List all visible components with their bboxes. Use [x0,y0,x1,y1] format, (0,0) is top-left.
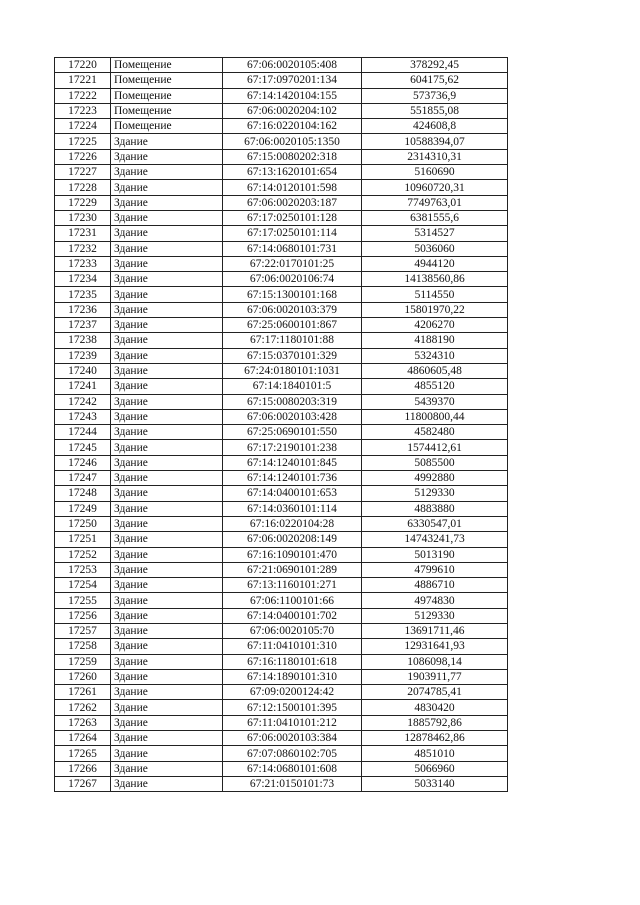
row-number-cell: 17223 [55,103,111,118]
table-row [55,88,508,103]
table-row [55,379,508,394]
object-type-cell: Здание [111,669,223,684]
table-row [55,669,508,684]
row-number-cell: 17263 [55,715,111,730]
row-number-cell: 17248 [55,486,111,501]
table-row [55,149,508,164]
cadastral-value-cell: 14743241,73 [362,532,508,547]
cadastral-value-cell: 378292,45 [362,58,508,73]
row-number-cell: 17229 [55,195,111,210]
cadastral-number-cell: 67:15:0370101:329 [223,348,362,363]
row-number-cell: 17264 [55,731,111,746]
row-number-cell: 17255 [55,593,111,608]
object-type-cell: Здание [111,409,223,424]
table-row [55,532,508,547]
table-row [55,639,508,654]
cadastral-value-cell: 551855,08 [362,103,508,118]
cadastral-value-cell: 12878462,86 [362,731,508,746]
object-type-cell: Здание [111,195,223,210]
object-type-cell: Здание [111,685,223,700]
row-number-cell: 17243 [55,409,111,424]
cadastral-value-cell: 4855120 [362,379,508,394]
table-row [55,210,508,225]
cadastral-value-cell: 1903911,77 [362,669,508,684]
object-type-cell: Помещение [111,73,223,88]
row-number-cell: 17238 [55,333,111,348]
table-row [55,731,508,746]
cadastral-number-cell: 67:06:0020204:102 [223,103,362,118]
object-type-cell: Здание [111,180,223,195]
table-row [55,440,508,455]
table-row [55,318,508,333]
cadastral-value-cell: 4860605,48 [362,363,508,378]
table-row [55,486,508,501]
row-number-cell: 17237 [55,318,111,333]
cadastral-number-cell: 67:13:1620101:654 [223,165,362,180]
table-row [55,195,508,210]
cadastral-number-cell: 67:14:0400101:653 [223,486,362,501]
cadastral-value-cell: 5129330 [362,608,508,623]
row-number-cell: 17241 [55,379,111,394]
row-number-cell: 17235 [55,287,111,302]
cadastral-value-cell: 4974830 [362,593,508,608]
object-type-cell: Здание [111,394,223,409]
cadastral-value-cell: 5160690 [362,165,508,180]
object-type-cell: Здание [111,302,223,317]
object-type-cell: Здание [111,440,223,455]
cadastral-number-cell: 67:12:1500101:395 [223,700,362,715]
row-number-cell: 17221 [55,73,111,88]
cadastral-number-cell: 67:06:0020103:379 [223,302,362,317]
object-type-cell: Здание [111,746,223,761]
cadastral-value-cell: 4883880 [362,501,508,516]
table-row [55,547,508,562]
table-row [55,455,508,470]
object-type-cell: Здание [111,226,223,241]
table-row [55,623,508,638]
row-number-cell: 17239 [55,348,111,363]
row-number-cell: 17242 [55,394,111,409]
cadastral-value-cell: 4206270 [362,318,508,333]
row-number-cell: 17227 [55,165,111,180]
table-row [55,394,508,409]
cadastral-number-cell: 67:06:0020105:408 [223,58,362,73]
object-type-cell: Здание [111,776,223,791]
row-number-cell: 17252 [55,547,111,562]
object-type-cell: Здание [111,333,223,348]
row-number-cell: 17256 [55,608,111,623]
cadastral-value-cell: 5013190 [362,547,508,562]
object-type-cell: Здание [111,639,223,654]
cadastral-number-cell: 67:17:0250101:128 [223,210,362,225]
row-number-cell: 17244 [55,425,111,440]
cadastral-number-cell: 67:17:0970201:134 [223,73,362,88]
row-number-cell: 17262 [55,700,111,715]
cadastral-number-cell: 67:25:0690101:550 [223,425,362,440]
row-number-cell: 17228 [55,180,111,195]
row-number-cell: 17265 [55,746,111,761]
cadastral-value-cell: 2074785,41 [362,685,508,700]
cadastral-value-cell: 4188190 [362,333,508,348]
row-number-cell: 17234 [55,272,111,287]
cadastral-value-cell: 5129330 [362,486,508,501]
table-row [55,761,508,776]
cadastral-value-cell: 6381555,6 [362,210,508,225]
row-number-cell: 17259 [55,654,111,669]
row-number-cell: 17249 [55,501,111,516]
object-type-cell: Здание [111,425,223,440]
cadastral-value-cell: 15801970,22 [362,302,508,317]
cadastral-number-cell: 67:11:0410101:310 [223,639,362,654]
table-row [55,256,508,271]
cadastral-number-cell: 67:21:0150101:73 [223,776,362,791]
row-number-cell: 17232 [55,241,111,256]
cadastral-number-cell: 67:11:0410101:212 [223,715,362,730]
cadastral-number-cell: 67:14:1890101:310 [223,669,362,684]
row-number-cell: 17266 [55,761,111,776]
cadastral-value-cell: 2314310,31 [362,149,508,164]
row-number-cell: 17253 [55,562,111,577]
cadastral-number-cell: 67:14:0400101:702 [223,608,362,623]
cadastral-number-cell: 67:09:0200124:42 [223,685,362,700]
table-row [55,608,508,623]
cadastral-value-cell: 4799610 [362,562,508,577]
object-type-cell: Здание [111,654,223,669]
object-type-cell: Здание [111,210,223,225]
table-row [55,287,508,302]
table-row [55,58,508,73]
cadastral-value-cell: 4992880 [362,471,508,486]
row-number-cell: 17236 [55,302,111,317]
row-number-cell: 17267 [55,776,111,791]
cadastral-number-cell: 67:17:2190101:238 [223,440,362,455]
cadastral-value-cell: 6330547,01 [362,516,508,531]
table-row [55,180,508,195]
table-row [55,516,508,531]
cadastral-number-cell: 67:14:0120101:598 [223,180,362,195]
object-type-cell: Здание [111,486,223,501]
object-type-cell: Здание [111,272,223,287]
cadastral-number-cell: 67:16:0220104:162 [223,119,362,134]
cadastral-number-cell: 67:15:1300101:168 [223,287,362,302]
cadastral-value-cell: 424608,8 [362,119,508,134]
object-type-cell: Здание [111,501,223,516]
cadastral-number-cell: 67:14:1240101:736 [223,471,362,486]
cadastral-value-cell: 4582480 [362,425,508,440]
cadastral-value-cell: 5033140 [362,776,508,791]
table-row [55,501,508,516]
cadastral-value-cell: 11800800,44 [362,409,508,424]
object-type-cell: Здание [111,348,223,363]
cadastral-value-cell: 4944120 [362,256,508,271]
row-number-cell: 17220 [55,58,111,73]
row-number-cell: 17258 [55,639,111,654]
object-type-cell: Здание [111,623,223,638]
object-type-cell: Здание [111,363,223,378]
table-row [55,409,508,424]
object-type-cell: Здание [111,149,223,164]
row-number-cell: 17250 [55,516,111,531]
table-row [55,302,508,317]
table-row [55,103,508,118]
row-number-cell: 17240 [55,363,111,378]
cadastral-value-cell: 5085500 [362,455,508,470]
cadastral-number-cell: 67:17:0250101:114 [223,226,362,241]
cadastral-number-cell: 67:15:0080203:319 [223,394,362,409]
cadastral-number-cell: 67:21:0690101:289 [223,562,362,577]
property-registry-table [54,57,508,792]
cadastral-value-cell: 10588394,07 [362,134,508,149]
table-row [55,348,508,363]
row-number-cell: 17233 [55,256,111,271]
object-type-cell: Здание [111,256,223,271]
row-number-cell: 17245 [55,440,111,455]
cadastral-number-cell: 67:14:1420104:155 [223,88,362,103]
object-type-cell: Здание [111,715,223,730]
object-type-cell: Здание [111,547,223,562]
cadastral-number-cell: 67:07:0860102:705 [223,746,362,761]
row-number-cell: 17226 [55,149,111,164]
row-number-cell: 17246 [55,455,111,470]
cadastral-number-cell: 67:14:0360101:114 [223,501,362,516]
cadastral-number-cell: 67:06:0020208:149 [223,532,362,547]
object-type-cell: Здание [111,241,223,256]
table-row [55,685,508,700]
row-number-cell: 17254 [55,578,111,593]
cadastral-number-cell: 67:06:1100101:66 [223,593,362,608]
cadastral-value-cell: 13691711,46 [362,623,508,638]
cadastral-number-cell: 67:06:0020106:74 [223,272,362,287]
table-row [55,562,508,577]
cadastral-value-cell: 5439370 [362,394,508,409]
cadastral-number-cell: 67:13:1160101:271 [223,578,362,593]
table-row [55,363,508,378]
cadastral-number-cell: 67:14:0680101:608 [223,761,362,776]
object-type-cell: Здание [111,593,223,608]
cadastral-value-cell: 604175,62 [362,73,508,88]
row-number-cell: 17225 [55,134,111,149]
table-row [55,471,508,486]
cadastral-number-cell: 67:06:0020103:428 [223,409,362,424]
row-number-cell: 17261 [55,685,111,700]
object-type-cell: Здание [111,516,223,531]
cadastral-value-cell: 1574412,61 [362,440,508,455]
object-type-cell: Здание [111,287,223,302]
table-row [55,241,508,256]
cadastral-number-cell: 67:06:0020105:1350 [223,134,362,149]
object-type-cell: Здание [111,700,223,715]
table-row [55,425,508,440]
object-type-cell: Здание [111,562,223,577]
table-row [55,119,508,134]
cadastral-number-cell: 67:22:0170101:25 [223,256,362,271]
object-type-cell: Помещение [111,88,223,103]
table-row [55,578,508,593]
object-type-cell: Помещение [111,58,223,73]
table-row [55,134,508,149]
row-number-cell: 17230 [55,210,111,225]
cadastral-value-cell: 4830420 [362,700,508,715]
cadastral-value-cell: 4886710 [362,578,508,593]
object-type-cell: Здание [111,379,223,394]
cadastral-value-cell: 1885792,86 [362,715,508,730]
object-type-cell: Здание [111,455,223,470]
row-number-cell: 17260 [55,669,111,684]
object-type-cell: Помещение [111,103,223,118]
cadastral-number-cell: 67:06:0020103:384 [223,731,362,746]
table-row [55,333,508,348]
cadastral-number-cell: 67:06:0020105:70 [223,623,362,638]
cadastral-value-cell: 1086098,14 [362,654,508,669]
object-type-cell: Здание [111,134,223,149]
cadastral-value-cell: 5036060 [362,241,508,256]
table-row [55,654,508,669]
cadastral-number-cell: 67:25:0600101:867 [223,318,362,333]
cadastral-value-cell: 7749763,01 [362,195,508,210]
cadastral-value-cell: 5114550 [362,287,508,302]
cadastral-number-cell: 67:14:1240101:845 [223,455,362,470]
cadastral-value-cell: 5066960 [362,761,508,776]
cadastral-number-cell: 67:16:1090101:470 [223,547,362,562]
cadastral-number-cell: 67:06:0020203:187 [223,195,362,210]
object-type-cell: Здание [111,761,223,776]
cadastral-value-cell: 5314527 [362,226,508,241]
row-number-cell: 17224 [55,119,111,134]
table-row [55,746,508,761]
row-number-cell: 17231 [55,226,111,241]
cadastral-value-cell: 12931641,93 [362,639,508,654]
object-type-cell: Здание [111,578,223,593]
table-row [55,776,508,791]
row-number-cell: 17257 [55,623,111,638]
object-type-cell: Помещение [111,119,223,134]
cadastral-value-cell: 573736,9 [362,88,508,103]
row-number-cell: 17247 [55,471,111,486]
table-row [55,226,508,241]
table-row [55,73,508,88]
cadastral-number-cell: 67:16:0220104:28 [223,516,362,531]
object-type-cell: Здание [111,318,223,333]
row-number-cell: 17251 [55,532,111,547]
registry-table-body [55,58,508,792]
object-type-cell: Здание [111,471,223,486]
cadastral-value-cell: 4851010 [362,746,508,761]
object-type-cell: Здание [111,731,223,746]
table-row [55,272,508,287]
object-type-cell: Здание [111,532,223,547]
table-row [55,593,508,608]
cadastral-value-cell: 10960720,31 [362,180,508,195]
table-row [55,715,508,730]
cadastral-value-cell: 14138560,86 [362,272,508,287]
cadastral-number-cell: 67:17:1180101:88 [223,333,362,348]
table-row [55,700,508,715]
cadastral-number-cell: 67:14:0680101:731 [223,241,362,256]
table-row [55,165,508,180]
cadastral-value-cell: 5324310 [362,348,508,363]
object-type-cell: Здание [111,165,223,180]
cadastral-number-cell: 67:15:0080202:318 [223,149,362,164]
row-number-cell: 17222 [55,88,111,103]
cadastral-number-cell: 67:14:1840101:5 [223,379,362,394]
cadastral-number-cell: 67:16:1180101:618 [223,654,362,669]
object-type-cell: Здание [111,608,223,623]
cadastral-number-cell: 67:24:0180101:1031 [223,363,362,378]
